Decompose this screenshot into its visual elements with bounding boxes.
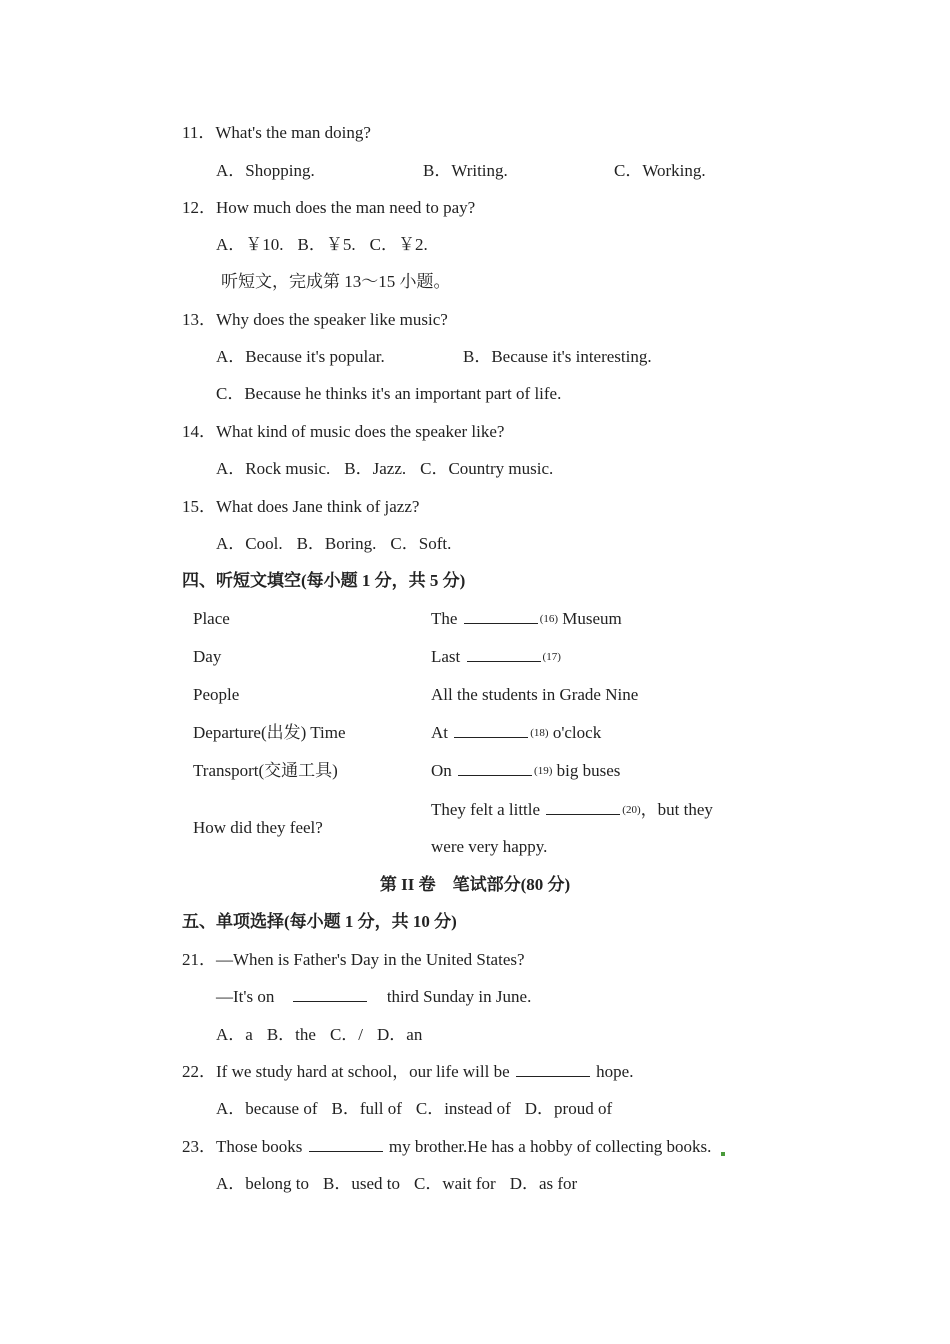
table-value-place xyxy=(431,609,622,629)
table-value-day xyxy=(431,647,561,667)
q12-option-c: C．￥2. xyxy=(369,235,428,254)
table-value-feel xyxy=(431,800,713,820)
q22-stem-post: hope. xyxy=(596,1062,634,1081)
q14-option-c: C．Country music. xyxy=(420,459,554,478)
q14-options xyxy=(216,459,553,479)
q23-option-c: C．wait for xyxy=(414,1174,496,1193)
table-label-departure: Departure(出发) Time xyxy=(193,723,346,742)
q14-option-b: B．Jazz. xyxy=(344,459,407,478)
q23-blank[interactable] xyxy=(309,1137,383,1152)
blank-16-number: (16) xyxy=(539,613,559,625)
q11-option-a: A．Shopping. xyxy=(216,161,315,180)
q13-option-a: A．Because it's popular. xyxy=(216,347,385,366)
q12-option-a: A．￥10. xyxy=(216,235,284,254)
blank-19-number: (19) xyxy=(534,765,553,777)
q23-option-a: A．belong to xyxy=(216,1174,310,1193)
q23-stem-pre: 23．Those books xyxy=(182,1137,303,1156)
departure-post: o'clock xyxy=(552,723,602,742)
q23-option-b: B．used to xyxy=(323,1174,401,1193)
table-label-feel: How did they feel? xyxy=(193,818,323,837)
q21-option-a: A．a xyxy=(216,1025,253,1044)
table-label-people: People xyxy=(193,685,240,704)
q22-option-d: D．proud of xyxy=(524,1099,613,1118)
q12-option-b: B．￥5. xyxy=(297,235,356,254)
q14-stem: 14．What kind of music does the speaker like? xyxy=(182,422,505,441)
table-value-transport xyxy=(431,761,620,781)
q11-option-c: C．Working. xyxy=(614,161,706,180)
blank-16[interactable] xyxy=(464,609,538,624)
q22-option-c: C．instead of xyxy=(415,1099,511,1118)
q22-option-b: B．full of xyxy=(331,1099,402,1118)
q22-stem-pre: 22．If we study hard at school，our life will be xyxy=(182,1062,510,1081)
table-label-place: Place xyxy=(193,609,230,628)
q12-options xyxy=(216,235,428,255)
blank-19[interactable] xyxy=(458,761,532,776)
q11-option-b: B．Writing. xyxy=(423,161,508,180)
q22-stem xyxy=(182,1062,633,1082)
q22-option-a: A．because of xyxy=(216,1099,318,1118)
day-pre: Last xyxy=(431,647,461,666)
scan-mark xyxy=(721,1152,725,1156)
q12-stem: 12．How much does the man need to pay? xyxy=(182,198,476,217)
q21-line2 xyxy=(216,987,531,1007)
table-value-people: All the students in Grade Nine xyxy=(431,685,639,704)
table-label-day: Day xyxy=(193,647,222,666)
q15-options xyxy=(216,534,451,554)
feel-post: ，but they xyxy=(640,800,713,819)
blank-20-number: (20) xyxy=(622,804,641,816)
q23-options xyxy=(216,1174,577,1194)
section-5-title: 五、单项选择(每小题 1 分，共 10 分) xyxy=(182,912,457,931)
q21-blank[interactable] xyxy=(293,987,367,1002)
q21-options xyxy=(216,1025,422,1045)
table-label-transport: Transport(交通工具) xyxy=(193,761,338,780)
q21-option-d: D．an xyxy=(377,1025,423,1044)
place-pre: The xyxy=(431,609,458,628)
q13-stem: 13．Why does the speaker like music? xyxy=(182,310,448,329)
q21-option-c: C．/ xyxy=(329,1025,363,1044)
listening-instruction: 听短文，完成第 13～15 小题。 xyxy=(221,272,451,291)
q15-stem: 15．What does Jane think of jazz? xyxy=(182,497,420,516)
q15-option-c: C．Soft. xyxy=(390,534,452,553)
transport-post: big buses xyxy=(556,761,621,780)
q23-stem xyxy=(182,1137,711,1157)
blank-20[interactable] xyxy=(546,800,620,815)
blank-18-number: (18) xyxy=(530,727,549,739)
table-value-departure xyxy=(431,723,601,743)
section-4-title: 四、听短文填空(每小题 1 分，共 5 分) xyxy=(182,571,466,590)
blank-18[interactable] xyxy=(454,723,528,738)
transport-pre: On xyxy=(431,761,452,780)
departure-pre: At xyxy=(431,723,448,742)
q21-line2-pre: —It's on xyxy=(216,987,275,1006)
q14-option-a: A．Rock music. xyxy=(216,459,331,478)
q21-stem: 21．—When is Father's Day in the United States? xyxy=(182,950,525,969)
q13-option-b: B．Because it's interesting. xyxy=(463,347,652,366)
q15-option-b: B．Boring. xyxy=(296,534,377,553)
place-post: Museum xyxy=(562,609,622,628)
q13-option-c: C．Because he thinks it's an important part of life. xyxy=(216,384,562,403)
table-value-feel-line2: were very happy. xyxy=(431,837,548,856)
q23-stem-post: my brother.He has a hobby of collecting books. xyxy=(388,1137,712,1156)
blank-17-number: (17) xyxy=(542,651,561,663)
part-2-title: 第 II 卷 笔试部分(80 分) xyxy=(379,875,571,894)
q15-option-a: A．Cool. xyxy=(216,534,283,553)
q22-blank[interactable] xyxy=(516,1062,590,1077)
q22-options xyxy=(216,1099,612,1119)
q11-stem: 11．What's the man doing? xyxy=(182,123,371,142)
q23-option-d: D．as for xyxy=(509,1174,578,1193)
feel-pre: They felt a little xyxy=(431,800,541,819)
q21-option-b: B．the xyxy=(266,1025,316,1044)
q21-line2-post: third Sunday in June. xyxy=(386,987,532,1006)
blank-17[interactable] xyxy=(467,647,541,662)
